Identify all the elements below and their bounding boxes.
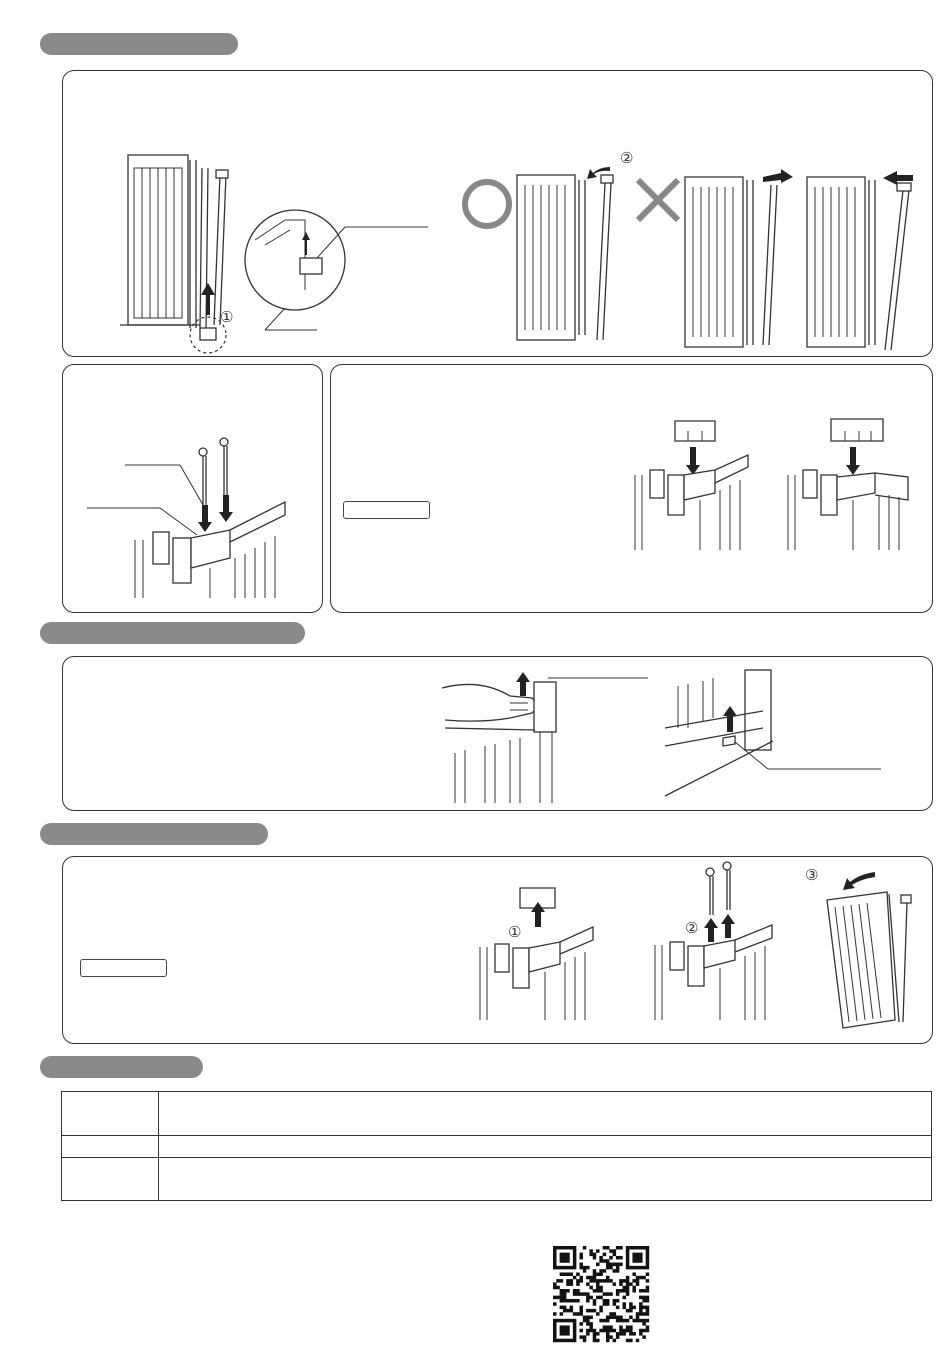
- floor-lock-illustration: [663, 666, 888, 801]
- table-cell-key: [62, 1136, 159, 1158]
- remove-step-3-marker: ③: [805, 866, 819, 884]
- table-cell-key: [62, 1158, 159, 1201]
- section-header-3: [40, 823, 268, 845]
- table-row: [62, 1092, 932, 1136]
- remove-step-1-marker: ①: [508, 923, 522, 941]
- step-1-marker: ①: [220, 308, 234, 326]
- section-header-4: [40, 1056, 203, 1078]
- cap-attach-illustration-1: [630, 415, 755, 555]
- remove-gate-illustration: [805, 862, 920, 1034]
- gate-illustration-wrong-2: [805, 165, 925, 355]
- table-row: [62, 1158, 932, 1201]
- remove-step-2-marker: ②: [685, 919, 699, 937]
- hand-lift-lock-illustration: [440, 668, 655, 808]
- gate-illustration-correct-swing: [515, 145, 635, 350]
- qr-code-icon: [553, 1246, 649, 1342]
- note-tag-2: [80, 959, 167, 977]
- step-2-marker: ②: [620, 149, 634, 167]
- remove-pins-illustration: [650, 860, 780, 1025]
- table-cell-key: [62, 1092, 159, 1136]
- cap-attach-illustration-2: [783, 415, 913, 555]
- table-cell-value: [159, 1092, 932, 1136]
- table-row: [62, 1136, 932, 1158]
- note-tag-1: [343, 501, 430, 519]
- remove-cap-illustration: [475, 882, 600, 1022]
- pins-insert-illustration: [85, 430, 300, 605]
- gate-illustration-lift-leg: [120, 150, 250, 360]
- symbol-wrong: [633, 175, 683, 225]
- symbol-correct: [460, 177, 514, 231]
- gate-illustration-wrong-1: [683, 165, 803, 355]
- section-header-2: [40, 622, 305, 644]
- table-cell-value: [159, 1136, 932, 1158]
- spec-table: [61, 1091, 932, 1201]
- section-header-1: [40, 33, 238, 55]
- table-cell-value: [159, 1158, 932, 1201]
- zoom-detail-leg-slot: [245, 200, 435, 335]
